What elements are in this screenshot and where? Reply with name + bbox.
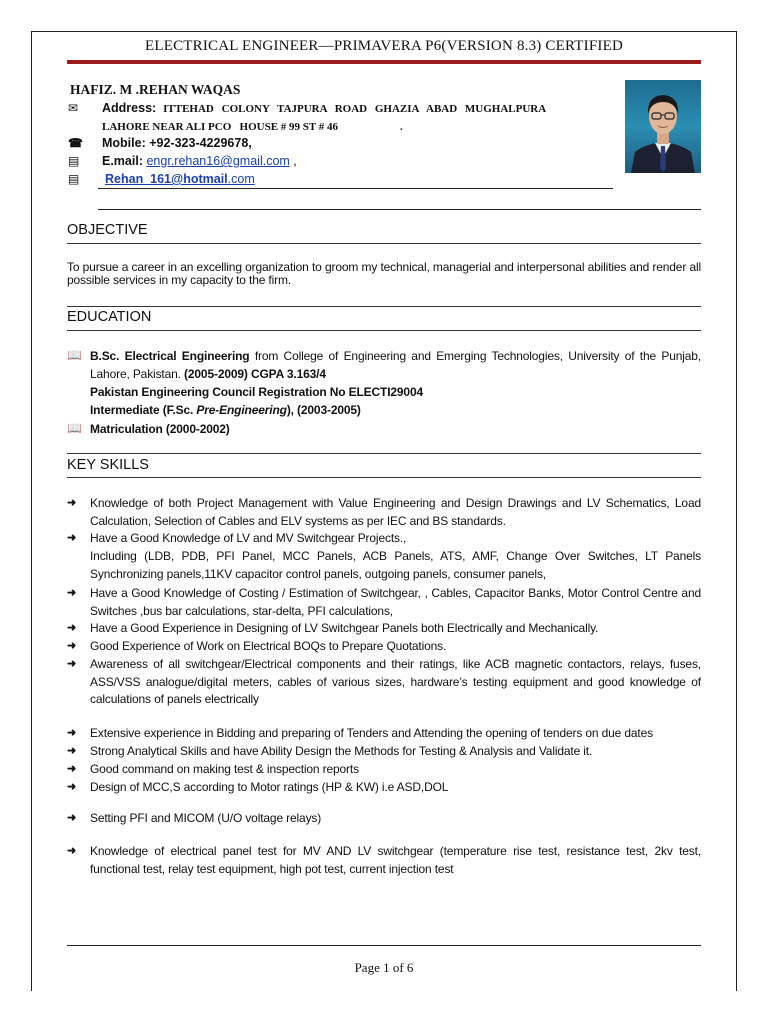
- book-icon: 📖: [67, 421, 82, 435]
- skill-item: ➜ Have a Good Experience in Designing of LV Switchgear Panels both Electrically and Mechanically.: [67, 620, 701, 638]
- education-rule: [67, 330, 701, 331]
- contact-rule: [98, 188, 613, 189]
- address-label: Address:: [102, 101, 157, 115]
- intermediate-c: ), (2003-2005): [286, 403, 361, 417]
- address-line-1: ITTEHAD COLONY TAJPURA ROAD GHAZIA ABAD MUGHALPURA: [163, 103, 547, 115]
- skill-item: ➜ Extensive experience in Bidding and preparing of Tenders and Attending the opening of tenders on due dates: [67, 725, 701, 743]
- address-line-2: LAHORE NEAR ALI PCO HOUSE # 99 ST # 46: [102, 121, 339, 133]
- skill-item: ➜ Good command on making test & inspection reports: [67, 761, 701, 779]
- envelope-icon: ✉: [68, 101, 79, 115]
- pec-registration: Pakistan Engineering Council Registration No ELECTI29004: [90, 385, 424, 399]
- skills-top-rule: [67, 453, 701, 454]
- footer-rule: [67, 945, 701, 946]
- objective-bottom-rule: [67, 306, 701, 307]
- education-bsc: [90, 347, 701, 419]
- arrow-bullet-icon: ➜: [67, 497, 77, 509]
- objective-text: To pursue a career in an excelling organization to groom my technical, managerial and interpersonal abilities and render all possible services in my capacity to the firm.: [67, 260, 701, 287]
- document-title: ELECTRICAL ENGINEER—PRIMAVERA P6(VERSION 8.3) CERTIFIED: [144, 38, 623, 54]
- skill-item: ➜ Have a Good Knowledge of LV and MV Switchgear Projects.,: [67, 530, 701, 548]
- bsc-years: (2005-2009) CGPA 3.163/4: [184, 367, 326, 381]
- computer-icon: ▤: [68, 172, 80, 186]
- title-rule: [67, 60, 701, 64]
- arrow-bullet-icon: ➜: [67, 763, 77, 775]
- arrow-bullet-icon: ➜: [67, 727, 77, 739]
- objective-heading: OBJECTIVE: [67, 222, 148, 238]
- education-heading: EDUCATION: [67, 309, 152, 325]
- arrow-bullet-icon: ➜: [67, 622, 77, 634]
- book-icon: 📖: [67, 348, 82, 362]
- contact-rule-2: [98, 209, 701, 210]
- arrow-bullet-icon: ➜: [67, 532, 77, 544]
- arrow-bullet-icon: ➜: [67, 781, 77, 793]
- skill-item: ➜ Knowledge of electrical panel test for MV AND LV switchgear (temperature rise test, resistance test, 2kv test, functional test, relay test equipment, high pot test, current injection test: [67, 844, 701, 876]
- skill-item: ➜ Good Experience of Work on Electrical BOQs to Prepare Quotations.: [67, 638, 701, 656]
- skill-item: ➜ Setting PFI and MICOM (U/O voltage relays): [67, 810, 701, 828]
- email-link-gmail[interactable]: engr.rehan16@gmail.com: [146, 154, 290, 168]
- arrow-bullet-icon: ➜: [67, 658, 77, 670]
- matriculation: Matriculation (2000-2002): [90, 422, 230, 436]
- email-link-hotmail-domain[interactable]: .com: [227, 172, 255, 186]
- page-number: Page 1 of 6: [354, 960, 414, 975]
- candidate-name: HAFIZ. M .REHAN WAQAS: [70, 82, 241, 97]
- skills-heading: KEY SKILLS: [67, 457, 149, 473]
- portrait-image: [625, 80, 701, 173]
- mobile-number: Mobile: +92-323-4229678,: [102, 136, 252, 150]
- email-separator: ,: [289, 154, 297, 168]
- skill-item-continuation: Including (LDB, PDB, PFI Panel, MCC Panels, ACB Panels, ATS, AMF, Change Over Switches, LT Panels Synchronizing panels,11KV capacitor control panels, outgoing panels, consumer panels,: [90, 549, 701, 581]
- arrow-bullet-icon: ➜: [67, 745, 77, 757]
- skill-item: ➜ Awareness of all switchgear/Electrical components and their ratings, like ACB magnetic contactors, relays, fuses, ASS/VSS analogue/digital meters, cables of various sizes, hardware’s testing equipment and good knowledge of calculations of panels electrically: [67, 657, 701, 706]
- bsc-degree: B.Sc. Electrical Engineering: [90, 349, 250, 363]
- email-label: E.mail:: [102, 154, 143, 168]
- address-dot: .: [400, 121, 403, 133]
- arrow-bullet-icon: ➜: [67, 640, 77, 652]
- skill-item: ➜ Design of MCC,S according to Motor ratings (HP & KW) i.e ASD,DOL: [67, 779, 701, 797]
- intermediate-b: Pre-Engineering: [196, 403, 287, 417]
- arrow-bullet-icon: ➜: [67, 845, 77, 857]
- email-link-hotmail[interactable]: Rehan_161@hotmail: [105, 172, 228, 186]
- profile-photo: [625, 80, 701, 173]
- arrow-bullet-icon: ➜: [67, 587, 77, 599]
- phone-icon: ☎: [68, 136, 83, 150]
- bsc-institution: from College of Engineering and Emerging Technologies, University of the Punjab, Lahore, Pakistan.: [90, 349, 701, 381]
- skill-item: ➜ Have a Good Knowledge of Costing / Estimation of Switchgear, , Cables, Capacitor Banks, Motor Control Centre and Switches ,bus bar calculations, star-delta, PFI calculations,: [67, 586, 701, 618]
- intermediate-a: Intermediate (F.Sc.: [90, 403, 197, 417]
- objective-rule: [67, 243, 701, 244]
- skills-rule: [67, 477, 701, 478]
- skill-item: ➜ Strong Analytical Skills and have Ability Design the Methods for Testing & Analysis and Validate it.: [67, 743, 701, 761]
- arrow-bullet-icon: ➜: [67, 812, 77, 824]
- computer-icon: ▤: [68, 154, 80, 168]
- skill-item: ➜ Knowledge of both Project Management with Value Engineering and Design Drawings and LV Schematics, Load Calculation, Selection of Cables and ELV systems as per IEC and BS standards.: [67, 496, 701, 528]
